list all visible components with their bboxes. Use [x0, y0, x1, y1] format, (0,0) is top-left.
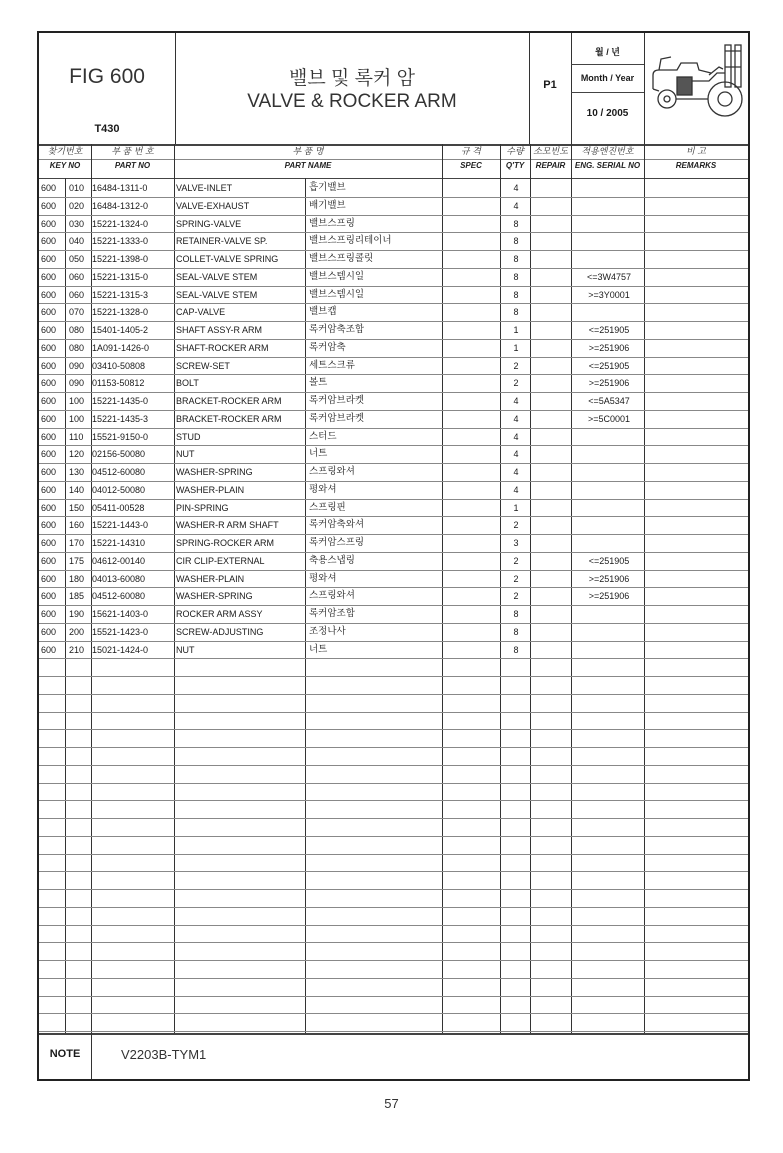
- cell-serial-no: [574, 481, 644, 499]
- cell-figure: 600: [41, 271, 57, 282]
- date-divider: [571, 64, 644, 65]
- heading-key-no-ko: 찾기번호: [47, 146, 83, 156]
- note-label: NOTE: [49, 1048, 81, 1060]
- table-row: [39, 463, 748, 481]
- row-line: [39, 889, 748, 890]
- heading-part-name: PART NAME: [284, 161, 332, 170]
- cell-quantity: 4: [513, 396, 519, 406]
- cell-part-no: 03410-50808: [92, 360, 146, 371]
- cell-quantity: 8: [513, 236, 519, 247]
- table-row: [39, 410, 748, 428]
- cell-serial-no: [574, 499, 644, 517]
- date-divider: [571, 92, 644, 93]
- table-row: [39, 197, 748, 215]
- cell-part-name-korean: 스프링핀: [309, 501, 346, 513]
- cell-serial-no: [574, 179, 644, 197]
- cell-figure: 600: [41, 307, 57, 318]
- table-row: [39, 232, 748, 250]
- cell-figure: 600: [41, 413, 57, 424]
- row-line: [39, 641, 748, 642]
- row-line: [39, 534, 748, 535]
- cell-quantity: 4: [513, 467, 519, 477]
- cell-figure: 600: [41, 626, 57, 637]
- cell-quantity: 8: [513, 307, 519, 318]
- cell-quantity: 4: [513, 200, 519, 211]
- parts-catalog-sheet: [37, 31, 750, 1081]
- row-line: [39, 623, 748, 624]
- cell-figure: 600: [41, 555, 57, 566]
- cell-serial-no: [574, 641, 644, 659]
- heading-remarks: REMARKS: [675, 161, 717, 170]
- cell-figure: 600: [41, 325, 57, 335]
- tractor-icon: [647, 37, 748, 137]
- cell-part-name-korean: 너트: [309, 448, 328, 460]
- cell-figure: 600: [41, 520, 57, 531]
- cell-key-no: 070: [69, 307, 85, 318]
- cell-figure: 600: [41, 449, 57, 460]
- header-divider: [644, 33, 645, 144]
- title-korean: 밸브 및 록커 암: [289, 68, 415, 89]
- row-line: [39, 250, 748, 251]
- cell-part-no: 1A091-1426-0: [92, 342, 150, 353]
- row-line: [39, 481, 748, 482]
- row-line: [39, 587, 748, 588]
- cell-key-no: 130: [69, 467, 85, 477]
- cell-part-name-korean: 록커암스프링: [309, 537, 365, 548]
- cell-key-no: 050: [69, 254, 85, 264]
- cell-serial-no: [574, 623, 644, 641]
- cell-part-name-korean: 록커암브라켓: [309, 412, 365, 424]
- cell-part-name-korean: 밸브스템시일: [309, 270, 365, 282]
- cell-quantity: 8: [513, 218, 519, 229]
- cell-part-name-korean: 스터드: [309, 430, 337, 442]
- cell-figure: 600: [41, 431, 57, 442]
- cell-part-no: 15521-9150-0: [92, 431, 149, 442]
- row-line: [39, 339, 748, 340]
- row-line: [39, 854, 748, 855]
- cell-part-name: COLLET-VALVE SPRING: [176, 254, 279, 264]
- cell-part-name-korean: 록커암축: [309, 341, 346, 353]
- row-line: [39, 392, 748, 393]
- cell-part-name-korean: 록커암브라켓: [309, 395, 365, 406]
- cell-part-name-korean: 배기밸브: [309, 199, 346, 211]
- cell-key-no: 090: [69, 360, 85, 371]
- note-divider: [91, 1033, 92, 1079]
- model-number: T430: [94, 123, 120, 135]
- table-row: [39, 303, 748, 321]
- row-line: [39, 232, 748, 233]
- table-row: [39, 570, 748, 588]
- cell-part-no: 04512-60080: [92, 467, 146, 477]
- page-id: P1: [543, 79, 557, 91]
- cell-part-name-korean: 스프링와셔: [309, 466, 355, 477]
- cell-part-name: SPRING-VALVE: [176, 218, 242, 229]
- date-label-korean: 월 / 년: [595, 47, 620, 57]
- table-row: [39, 623, 748, 641]
- table-row: [39, 357, 748, 375]
- cell-part-name-korean: 록커암축조합: [309, 324, 365, 335]
- table-row: [39, 286, 748, 304]
- cell-figure: 600: [41, 467, 57, 477]
- cell-figure: 600: [41, 609, 57, 619]
- cell-part-no: 15221-1333-0: [92, 236, 149, 247]
- cell-part-name: NUT: [176, 449, 195, 460]
- cell-key-no: 030: [69, 218, 85, 229]
- table-row: [39, 481, 748, 499]
- row-line: [39, 428, 748, 429]
- cell-part-name-korean: 밸브캡: [309, 306, 337, 318]
- cell-serial-no: <=3W4757: [586, 271, 632, 282]
- cell-part-name: ROCKER ARM ASSY: [176, 609, 263, 619]
- row-line: [39, 499, 748, 500]
- cell-part-name: SCREW-ADJUSTING: [176, 626, 264, 637]
- cell-serial-no: >=251906: [588, 573, 630, 584]
- cell-quantity: 8: [513, 289, 519, 300]
- cell-serial-no: [574, 428, 644, 446]
- table-row: [39, 179, 748, 197]
- table-row: [39, 268, 748, 286]
- date-value: 10 / 2005: [586, 108, 629, 119]
- row-line: [39, 783, 748, 784]
- cell-part-no: 04013-60080: [92, 573, 146, 584]
- cell-figure: 600: [41, 396, 57, 406]
- table-row: [39, 552, 748, 570]
- heading-divider: [39, 159, 748, 160]
- row-line: [39, 658, 748, 659]
- heading-spec-ko: 규 격: [461, 146, 481, 156]
- cell-serial-no: [574, 445, 644, 463]
- cell-part-name: CAP-VALVE: [176, 307, 226, 318]
- cell-part-name: SHAFT-ROCKER ARM: [176, 342, 269, 353]
- cell-figure: 600: [41, 573, 57, 584]
- row-line: [39, 907, 748, 908]
- row-line: [39, 410, 748, 411]
- cell-part-name: WASHER-R ARM SHAFT: [176, 520, 279, 531]
- heading-serial: ENG. SERIAL NO: [574, 161, 641, 170]
- cell-quantity: 2: [513, 573, 519, 584]
- date-label-english: Month / Year: [580, 73, 635, 83]
- row-line: [39, 836, 748, 837]
- cell-quantity: 3: [513, 538, 519, 548]
- figure-number: FIG 600: [69, 65, 145, 88]
- row-line: [39, 925, 748, 926]
- cell-part-name-korean: 조정나사: [309, 625, 346, 637]
- cell-figure: 600: [41, 289, 57, 300]
- row-line: [39, 871, 748, 872]
- cell-quantity: 4: [513, 413, 519, 424]
- cell-part-name: WASHER-PLAIN: [176, 573, 245, 584]
- row-line: [39, 712, 748, 713]
- cell-quantity: 4: [513, 431, 519, 442]
- cell-key-no: 090: [69, 378, 85, 389]
- note-value: V2203B-TYM1: [121, 1047, 207, 1062]
- table-row: [39, 516, 748, 534]
- cell-part-no: 15221-1315-3: [92, 289, 149, 300]
- cell-serial-no: [574, 605, 644, 623]
- cell-part-no: 15221-1435-0: [92, 396, 149, 406]
- cell-part-no: 15221-1315-0: [92, 271, 149, 282]
- cell-part-name: WASHER-PLAIN: [176, 484, 245, 495]
- cell-serial-no: >=251906: [588, 378, 630, 389]
- row-line: [39, 463, 748, 464]
- cell-key-no: 180: [69, 573, 85, 584]
- cell-part-no: 15221-1435-3: [92, 413, 149, 424]
- cell-part-name: BOLT: [176, 378, 199, 389]
- cell-figure: 600: [41, 502, 57, 513]
- row-line: [39, 676, 748, 677]
- row-line: [39, 1013, 748, 1014]
- title-english: VALVE & ROCKER ARM: [247, 91, 457, 112]
- table-row: [39, 445, 748, 463]
- heading-repair-ko: 소모빈도: [533, 146, 568, 156]
- cell-key-no: 060: [69, 271, 85, 282]
- cell-part-name-korean: 밸브스프링: [309, 217, 355, 229]
- cell-figure: 600: [41, 644, 57, 655]
- cell-key-no: 100: [69, 396, 85, 406]
- page-number: 57: [384, 1096, 399, 1111]
- cell-figure: 600: [41, 378, 57, 389]
- cell-key-no: 010: [69, 183, 85, 193]
- row-line: [39, 729, 748, 730]
- cell-part-name-korean: 밸브스프링콜릿: [309, 253, 374, 264]
- cell-serial-no: <=251905: [588, 360, 630, 371]
- row-line: [39, 978, 748, 979]
- cell-serial-no: [574, 215, 644, 233]
- cell-part-name: SHAFT ASSY-R ARM: [176, 325, 263, 335]
- table-row: [39, 339, 748, 357]
- row-line: [39, 942, 748, 943]
- cell-quantity: 2: [513, 591, 519, 602]
- row-line: [39, 268, 748, 269]
- table-row: [39, 428, 748, 446]
- cell-part-name-korean: 볼트: [309, 377, 328, 389]
- cell-part-name: VALVE-EXHAUST: [176, 200, 250, 211]
- cell-quantity: 1: [513, 325, 519, 335]
- cell-quantity: 8: [513, 644, 519, 655]
- table-row: [39, 321, 748, 339]
- cell-part-name-korean: 평와셔: [309, 572, 337, 584]
- cell-part-no: 15221-1398-0: [92, 254, 149, 264]
- table-row: [39, 392, 748, 410]
- cell-key-no: 190: [69, 609, 85, 619]
- row-line: [39, 552, 748, 553]
- cell-part-name-korean: 너트: [309, 643, 328, 655]
- cell-part-name: SEAL-VALVE STEM: [176, 271, 258, 282]
- table-row: [39, 641, 748, 659]
- cell-part-no: 15021-1424-0: [92, 644, 149, 655]
- table-row: [39, 534, 748, 552]
- cell-part-no: 15221-14310: [92, 538, 146, 548]
- cell-key-no: 080: [69, 342, 85, 353]
- row-line: [39, 747, 748, 748]
- cell-quantity: 8: [513, 609, 519, 619]
- cell-serial-no: <=5A5347: [588, 396, 630, 406]
- table-row: [39, 250, 748, 268]
- heading-part-name-ko: 부 품 명: [292, 146, 324, 156]
- cell-quantity: 2: [513, 520, 519, 531]
- cell-quantity: 4: [513, 484, 519, 495]
- row-line: [39, 765, 748, 766]
- row-line: [39, 286, 748, 287]
- cell-part-name-korean: 세트스크류: [309, 359, 355, 371]
- row-line: [39, 996, 748, 997]
- cell-quantity: 1: [513, 502, 519, 513]
- row-line: [39, 197, 748, 198]
- cell-part-no: 15221-1328-0: [92, 307, 149, 318]
- cell-part-no: 15521-1423-0: [92, 626, 149, 637]
- cell-key-no: 140: [69, 484, 85, 495]
- cell-key-no: 170: [69, 538, 85, 548]
- row-line: [39, 1031, 748, 1032]
- cell-serial-no: [574, 516, 644, 534]
- cell-part-no: 16484-1312-0: [92, 200, 149, 211]
- cell-key-no: 020: [69, 200, 85, 211]
- cell-part-no: 01153-50812: [92, 378, 145, 389]
- cell-figure: 600: [41, 360, 57, 371]
- cell-quantity: 2: [513, 360, 519, 371]
- cell-figure: 600: [41, 236, 57, 247]
- cell-part-name-korean: 흡기밸브: [309, 182, 346, 193]
- cell-quantity: 2: [513, 378, 519, 389]
- cell-part-name-korean: 록커암조합: [309, 608, 355, 619]
- cell-part-name: WASHER-SPRING: [176, 591, 253, 602]
- cell-serial-no: [574, 232, 644, 250]
- cell-quantity: 8: [513, 254, 519, 264]
- row-line: [39, 605, 748, 606]
- cell-part-no: 16484-1311-0: [92, 183, 148, 193]
- cell-part-name: RETAINER-VALVE SP.: [176, 236, 268, 247]
- cell-key-no: 160: [69, 520, 85, 531]
- cell-part-name-korean: 축용스냅링: [309, 554, 355, 566]
- cell-part-name: VALVE-INLET: [176, 183, 233, 193]
- cell-part-name-korean: 스프링와셔: [309, 590, 355, 602]
- row-line: [39, 570, 748, 571]
- cell-part-name: CIR CLIP-EXTERNAL: [176, 555, 265, 566]
- cell-part-name-korean: 밸브스프링리테이너: [309, 235, 392, 247]
- cell-key-no: 185: [69, 591, 85, 602]
- heading-key-no: KEY NO: [49, 161, 81, 170]
- heading-remarks-ko: 비 고: [686, 146, 706, 156]
- heading-qty: Q'TY: [505, 161, 525, 170]
- row-line: [39, 321, 748, 322]
- cell-serial-no: [574, 303, 644, 321]
- cell-part-name: SCREW-SET: [176, 360, 230, 371]
- cell-figure: 600: [41, 183, 57, 193]
- cell-part-no: 15621-1403-0: [92, 609, 149, 619]
- cell-serial-no: <=251905: [588, 555, 630, 566]
- row-line: [39, 800, 748, 801]
- heading-qty-ko: 수량: [506, 146, 524, 156]
- cell-figure: 600: [41, 591, 57, 602]
- cell-quantity: 4: [513, 449, 519, 460]
- cell-part-name: SPRING-ROCKER ARM: [176, 538, 275, 548]
- row-line: [39, 303, 748, 304]
- cell-part-no: 02156-50080: [92, 449, 146, 460]
- cell-quantity: 2: [513, 555, 519, 566]
- cell-part-no: 05411-00528: [92, 502, 145, 513]
- cell-part-name: BRACKET-ROCKER ARM: [176, 413, 282, 424]
- cell-key-no: 100: [69, 413, 85, 424]
- cell-key-no: 060: [69, 289, 85, 300]
- cell-key-no: 120: [69, 449, 85, 460]
- table-row: [39, 587, 748, 605]
- row-line: [39, 215, 748, 216]
- cell-key-no: 200: [69, 626, 85, 637]
- row-line: [39, 374, 748, 375]
- cell-serial-no: [574, 250, 644, 268]
- cell-quantity: 4: [513, 183, 519, 193]
- heading-serial-ko: 적용엔진번호: [581, 146, 634, 156]
- cell-key-no: 040: [69, 236, 85, 247]
- cell-figure: 600: [41, 218, 57, 229]
- cell-quantity: 8: [513, 626, 519, 637]
- cell-part-name: WASHER-SPRING: [176, 467, 253, 477]
- cell-figure: 600: [41, 484, 57, 495]
- cell-serial-no: >=251906: [588, 342, 630, 353]
- cell-figure: 600: [41, 254, 57, 264]
- table-row: [39, 374, 748, 392]
- cell-quantity: 8: [513, 271, 519, 282]
- cell-key-no: 210: [69, 644, 85, 655]
- cell-part-name: BRACKET-ROCKER ARM: [176, 396, 282, 406]
- row-line: [39, 357, 748, 358]
- row-line: [39, 960, 748, 961]
- row-line: [39, 445, 748, 446]
- cell-serial-no: [574, 534, 644, 552]
- cell-quantity: 1: [513, 342, 519, 353]
- table-row: [39, 215, 748, 233]
- heading-part-no: PART NO: [114, 161, 151, 170]
- cell-serial-no: <=251905: [588, 325, 630, 335]
- cell-part-no: 04012-50080: [92, 484, 146, 495]
- cell-serial-no: [574, 463, 644, 481]
- row-line: [39, 694, 748, 695]
- row-line: [39, 818, 748, 819]
- cell-part-no: 15401-1405-2: [92, 325, 149, 335]
- cell-part-name-korean: 밸브스템시일: [309, 288, 365, 300]
- cell-key-no: 080: [69, 325, 85, 335]
- cell-part-name: SEAL-VALVE STEM: [176, 289, 258, 300]
- cell-part-name: NUT: [176, 644, 195, 655]
- cell-part-name-korean: 록커암축와셔: [309, 519, 365, 531]
- cell-serial-no: >=251906: [588, 591, 630, 602]
- cell-serial-no: >=3Y0001: [588, 289, 630, 300]
- cell-part-no: 15221-1324-0: [92, 218, 149, 229]
- table-row: [39, 499, 748, 517]
- cell-key-no: 175: [69, 555, 85, 566]
- heading-part-no-ko: 부 품 번 호: [111, 146, 154, 156]
- cell-key-no: 150: [69, 502, 85, 513]
- cell-figure: 600: [41, 200, 57, 211]
- table-row: [39, 605, 748, 623]
- cell-part-no: 04512-60080: [92, 591, 146, 602]
- cell-part-name: PIN-SPRING: [176, 502, 229, 513]
- cell-figure: 600: [41, 538, 57, 548]
- cell-figure: 600: [41, 342, 57, 353]
- cell-serial-no: [574, 197, 644, 215]
- cell-key-no: 110: [69, 431, 84, 442]
- row-line: [39, 516, 748, 517]
- note-top-line: [39, 1033, 748, 1035]
- cell-serial-no: >=5C0001: [587, 413, 631, 424]
- heading-spec: SPEC: [460, 161, 482, 170]
- cell-part-name: STUD: [176, 431, 201, 442]
- heading-repair: REPAIR: [535, 161, 566, 170]
- cell-part-no: 04612-00140: [92, 555, 146, 566]
- cell-part-no: 15221-1443-0: [92, 520, 149, 531]
- cell-part-name-korean: 평와셔: [309, 483, 337, 495]
